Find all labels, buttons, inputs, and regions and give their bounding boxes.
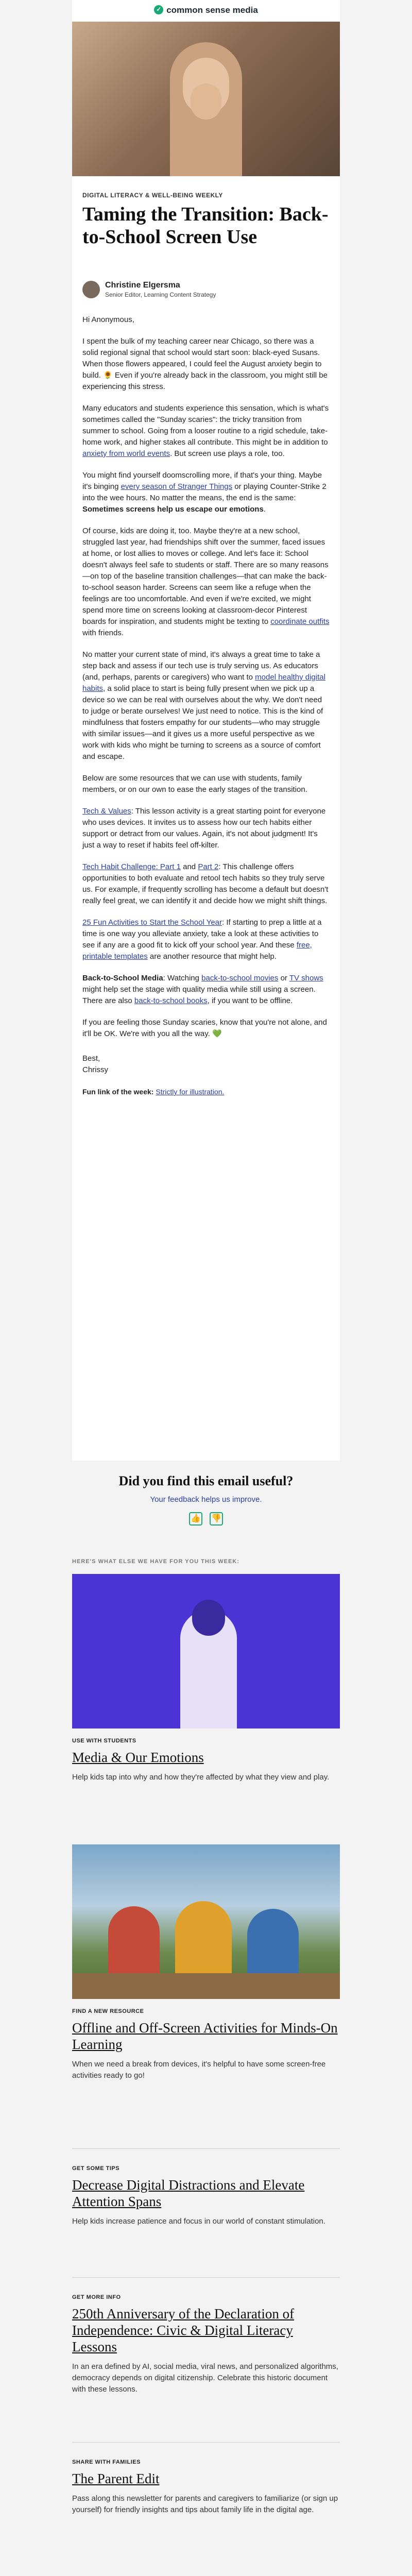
text: might help set the stage with quality media while still using a screen. There are also (82, 985, 316, 1005)
outfits-link[interactable]: coordinate outfits (270, 617, 330, 626)
author-avatar (82, 281, 100, 298)
article-card (72, 0, 340, 1461)
resource-desc: Pass along this newsletter for parents and caregivers to familiarize (or sign up yourself) for friendly insights and tips about family life in the digital age. (72, 2494, 338, 2514)
text: : Watching (163, 974, 202, 982)
hero-hand (191, 83, 221, 120)
paragraph-5 (82, 649, 330, 762)
resource-desc: Help kids tap into why and how they're affected by what they view and play. (72, 1773, 330, 1782)
resource-card-1[interactable] (72, 1574, 340, 1783)
fun-link-line (82, 1086, 330, 1097)
article-title: Taming the Transition: Back-to-School Screen Use (82, 204, 329, 248)
text: Many educators and students experience this sensation, which is what's sometimes called the "Sunday scaries": the tricky transition from summer to school. Going from a looser routine to a rigid schedule, take-home work, and higher stakes all contribute. This might be in addition to (82, 404, 329, 447)
paragraph-4 (82, 526, 330, 639)
divider (72, 2277, 340, 2278)
resource-desc: When we need a break from devices, it's helpful to have some screen-free activities ready to go! (72, 2060, 326, 2080)
text: or (278, 974, 289, 982)
signature: Chrissy (82, 1065, 109, 1074)
text: No matter your current state of mind, it's always a great time to take a step back and assess if our tech use is truly serving us. As educators (and, perhaps, parents or caregivers) who want to (82, 650, 320, 682)
divider (72, 2442, 340, 2443)
brand-header[interactable] (72, 5, 340, 15)
resource-title[interactable]: 250th Anniversary of the Declaration of Independence: Civic & Digital Literacy Lessons (72, 2306, 295, 2354)
fun-link[interactable]: Strictly for illustration. (156, 1088, 225, 1096)
article-kicker: DIGITAL LITERACY & WELL-BEING WEEKLY (82, 192, 223, 199)
resource-title[interactable]: Media & Our Emotions (72, 1750, 204, 1765)
author-role: Senior Editor, Learning Content Strategy (105, 291, 216, 298)
resource-desc: In an era defined by AI, social media, viral news, and personalized algorithms, democracy depends on digital citizenship. Celebrate this historic document with these lessons. (72, 2362, 338, 2394)
paragraph-1: I spent the bulk of my teaching career near Chicago, so there was a solid regional signal that school would start soon: black-eyed Susans. When those flowers appeared, I could feel the August anxiety begin to build. 🌻 Even if you're already back in the classroom, you might still be experiencing this stress. (82, 337, 328, 391)
author-name: Christine Elgersma (105, 281, 180, 290)
templates-link[interactable]: free, printable templates (82, 941, 312, 961)
resource-tech-values (82, 806, 330, 851)
fun-label: Fun link of the week: (82, 1088, 156, 1096)
habit-challenge-part1-link[interactable]: Tech Habit Challenge: Part 1 (82, 862, 181, 871)
stranger-things-link[interactable]: every season of Stranger Things (121, 482, 233, 491)
feedback-question: Did you find this email useful? (118, 1473, 294, 1488)
text: and (180, 862, 198, 871)
digital-habits-link[interactable]: model healthy digital habits (82, 673, 325, 693)
text: , a solid place to start is being fully present when we pick up a device so we can be real with ourselves about the why. We don't need to judge or berate ourselves! We just need to notice. This is the kind of mindfulness that fosters empathy for our students—who may struggle with similar issues—and it gives us a more useful perspective as we work with kids who might be turning to screens as a source of comfort and escape. (82, 684, 323, 761)
resource-tag: SHARE WITH FAMILIES (72, 2459, 141, 2465)
illustration-table (72, 1973, 340, 1999)
paragraph-7: If you are feeling those Sunday scaries, know that you're not alone, and it'll be OK. We're with you all the way. 💚 (82, 1018, 327, 1038)
resource-image-1 (72, 1574, 340, 1728)
text: You might find yourself doomscrolling more, if that's your thing. Maybe it's binging (82, 471, 322, 491)
author-block (82, 281, 216, 298)
signoff: Best, (82, 1054, 100, 1063)
text: are another resource that might help. (147, 952, 277, 961)
check-logo-icon (154, 5, 163, 14)
resource-activities (82, 917, 330, 962)
resource-card-3[interactable] (72, 2156, 340, 2227)
text: : This lesson activity is a great starting point for everyone who uses devices. It invites us to assess how our tech habits either support or detract from our values. Again, it's not about judgment! It's just a way to reset if habits feel off-kilter. (82, 807, 326, 850)
resource-tag: USE WITH STUDENTS (72, 1738, 136, 1744)
paragraph-3: You might find yourself doomscrolling more, if that's your thing. Maybe it's binging every season of Stranger Things or playing Counter-Strike 2 into the wee hours. No matter the means, the end is the same: Sometimes screens help us escape our emotions. (82, 471, 327, 514)
illustration-student-2 (175, 1901, 232, 1984)
illustration-student-1 (108, 1906, 160, 1984)
habit-challenge-part2-link[interactable]: Part 2 (198, 862, 219, 871)
movies-link[interactable]: back-to-school movies (201, 974, 279, 982)
resource-tag: GET SOME TIPS (72, 2165, 120, 2172)
bold-text: Back-to-School Media (82, 974, 163, 982)
resource-title[interactable]: The Parent Edit (72, 2471, 160, 2486)
resource-card-4[interactable] (72, 2285, 340, 2395)
anxiety-link[interactable]: anxiety from world events (82, 449, 170, 458)
resource-title[interactable]: Offline and Off-Screen Activities for Minds-On Learning (72, 2020, 338, 2052)
paragraph-2 (82, 403, 330, 460)
resource-title[interactable]: Decrease Digital Distractions and Elevate Attention Spans (72, 2177, 305, 2209)
bold-text: Sometimes screens help us escape our emotions (82, 505, 264, 514)
article-body (82, 314, 330, 1108)
more-resources-label: HERE'S WHAT ELSE WE HAVE FOR YOU THIS WEEK: (72, 1558, 239, 1565)
greeting: Hi Anonymous, (82, 315, 134, 324)
resource-tag: GET MORE INFO (72, 2294, 121, 2300)
books-link[interactable]: back-to-school books (134, 996, 208, 1005)
illustration-student-3 (247, 1909, 299, 1984)
thumbs-up-icon[interactable]: 👍 (189, 1512, 202, 1526)
text: Of course, kids are doing it, too. Maybe they're at a new school, struggled last year, had friendships shift over the summer, faced issues at home, or lost allies to moves or college. And let's face it: School doesn't always feel safe to students or staff. There are so many reasons—on top of the baseline transition challenges—that can make the back-to-school season harder. Screens can seem like a refuge when the feelings are too uncomfortable. And even if we're excited, we might spend more time on screens looking at classroom-decor Pinterest boards for inspiration, and students might be texting to (82, 527, 329, 626)
resource-image-2 (72, 1844, 340, 1999)
feedback-subtext: Your feedback helps us improve. (150, 1495, 262, 1504)
resource-desc: Help kids increase patience and focus in our world of constant stimulation. (72, 2217, 325, 2226)
feedback-section (72, 1473, 340, 1526)
tv-shows-link[interactable]: TV shows (289, 974, 323, 982)
text: : This challenge offers opportunities to both evaluate and retool tech habits so they truly serve us. For example, if frequently scrolling has become a default but doesn't really feel great, we can identify it and decide how we might shift things. (82, 862, 329, 905)
feedback-buttons (72, 1512, 340, 1526)
resource-card-2[interactable] (72, 1844, 340, 2081)
text: . But screen use plays a role, too. (170, 449, 285, 458)
text: or playing Counter-Strike 2 into the wee hours. No matter the means, the end is the same: (82, 482, 327, 502)
brand-name: common sense media (166, 5, 258, 15)
illustration-head (192, 1600, 225, 1636)
divider (72, 2148, 340, 2149)
text: , if you want to be offline. (207, 996, 293, 1005)
thumbs-down-icon[interactable]: 👎 (210, 1512, 223, 1526)
text: with friends. (82, 629, 124, 637)
text: : If starting to prep a little at a time is one way you alleviate anxiety, take a look at these activities to see if any are a good fit to kick off your school year. And these (82, 918, 322, 950)
activities-link[interactable]: 25 Fun Activities to Start the School Year (82, 918, 222, 927)
resource-habit-challenge (82, 861, 330, 907)
hero-image (72, 22, 340, 176)
resource-card-5[interactable] (72, 2450, 340, 2516)
tech-values-link[interactable]: Tech & Values (82, 807, 131, 816)
resource-tag: FIND A NEW RESOURCE (72, 2008, 144, 2014)
resource-media (82, 973, 330, 1007)
paragraph-6: Below are some resources that we can use with students, family members, or on our own to ease the early stages of the transition. (82, 774, 307, 794)
